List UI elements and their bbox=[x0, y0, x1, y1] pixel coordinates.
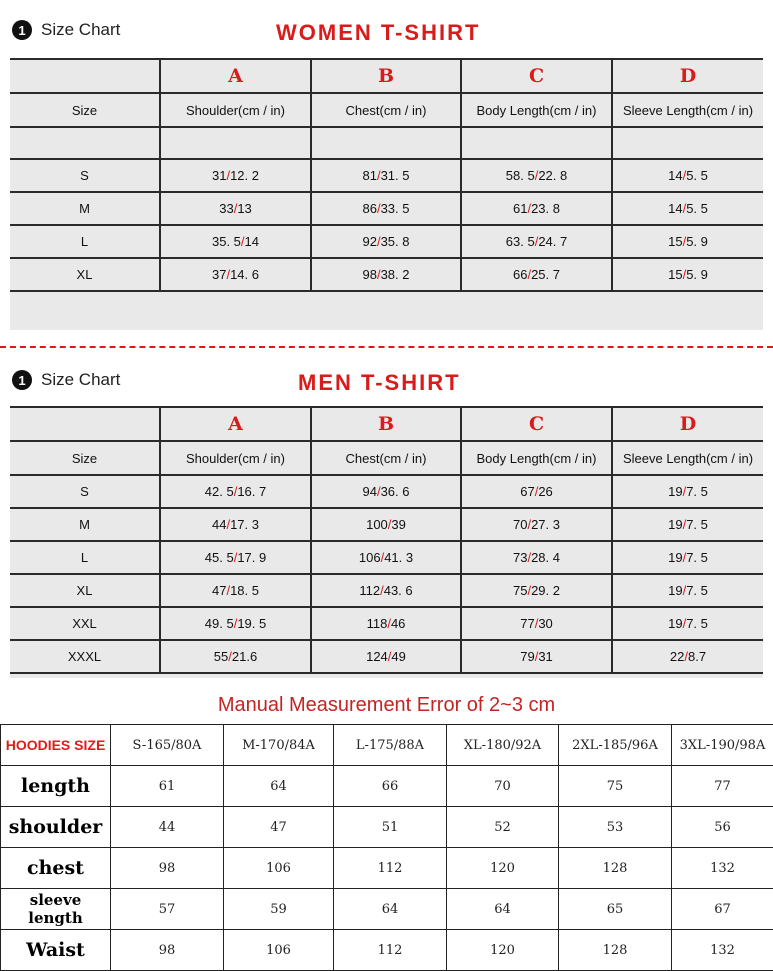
chest-header: Chest(cm / in) bbox=[311, 441, 461, 475]
body-length-cell: 58. 5/22. 8 bbox=[461, 159, 612, 192]
slash-separator: / bbox=[683, 517, 687, 532]
slash-separator: / bbox=[241, 234, 245, 249]
hoodie-value-cell: 67 bbox=[672, 889, 773, 930]
size-cell: XXXL bbox=[10, 640, 160, 673]
slash-separator: / bbox=[683, 201, 687, 216]
table-row bbox=[10, 159, 763, 192]
body-length-cell: 66/25. 7 bbox=[461, 258, 612, 291]
table-row bbox=[1, 848, 773, 889]
hoodie-size-col: S-165/80A bbox=[111, 725, 224, 766]
chest-cell: 81/31. 5 bbox=[311, 159, 461, 192]
slash-separator: / bbox=[377, 234, 381, 249]
slash-separator: / bbox=[234, 201, 238, 216]
size-header: Size bbox=[10, 93, 160, 127]
size-chart-text: Size Chart bbox=[41, 20, 120, 40]
column-letter-c: C bbox=[461, 407, 612, 441]
slash-separator: / bbox=[683, 484, 687, 499]
table-row bbox=[10, 574, 763, 607]
slash-separator: / bbox=[683, 267, 687, 282]
body-length-cell: 61/23. 8 bbox=[461, 192, 612, 225]
men-tshirt-title: MEN T-SHIRT bbox=[298, 370, 461, 396]
sleeve-length-header: Sleeve Length(cm / in) bbox=[612, 93, 763, 127]
size-chart-text: Size Chart bbox=[41, 370, 120, 390]
shoulder-header: Shoulder(cm / in) bbox=[160, 441, 311, 475]
sleeve-length-cell: 15/5. 9 bbox=[612, 225, 763, 258]
hoodie-measure-label: length bbox=[1, 766, 111, 807]
chest-cell: 112/43. 6 bbox=[311, 574, 461, 607]
hoodies-size-header: HOODIES SIZE bbox=[1, 725, 111, 766]
shoulder-cell: 33/13 bbox=[160, 192, 311, 225]
slash-separator: / bbox=[683, 616, 687, 631]
table-row bbox=[1, 889, 773, 930]
hoodie-value-cell: 128 bbox=[559, 848, 672, 889]
hoodie-value-cell: 75 bbox=[559, 766, 672, 807]
slash-separator: / bbox=[535, 616, 539, 631]
women-tshirt-title: WOMEN T-SHIRT bbox=[276, 20, 480, 46]
slash-separator: / bbox=[377, 267, 381, 282]
slash-separator: / bbox=[527, 267, 531, 282]
slash-separator: / bbox=[684, 649, 688, 664]
hoodie-value-cell: 44 bbox=[111, 807, 224, 848]
shoulder-cell: 55/21.6 bbox=[160, 640, 311, 673]
table-row bbox=[1, 930, 773, 971]
hoodie-value-cell: 112 bbox=[334, 930, 447, 971]
hoodie-value-cell: 52 bbox=[447, 807, 559, 848]
slash-separator: / bbox=[388, 649, 392, 664]
size-cell: XL bbox=[10, 574, 160, 607]
hoodie-value-cell: 132 bbox=[672, 930, 773, 971]
hoodie-size-col: XL-180/92A bbox=[447, 725, 559, 766]
hoodies-size-table bbox=[0, 724, 773, 971]
column-letter-c: C bbox=[461, 59, 612, 93]
hoodie-value-cell: 56 bbox=[672, 807, 773, 848]
shoulder-cell: 31/12. 2 bbox=[160, 159, 311, 192]
size-cell: XXL bbox=[10, 607, 160, 640]
body-length-cell: 79/31 bbox=[461, 640, 612, 673]
section-divider bbox=[0, 346, 773, 348]
sleeve-length-cell: 19/7. 5 bbox=[612, 574, 763, 607]
men-size-table bbox=[10, 406, 763, 678]
column-letter-d: D bbox=[612, 59, 763, 93]
body-length-header: Body Length(cm / in) bbox=[461, 441, 612, 475]
sleeve-length-cell: 15/5. 9 bbox=[612, 258, 763, 291]
shoulder-cell: 42. 5/16. 7 bbox=[160, 475, 311, 508]
sleeve-length-cell: 22/8.7 bbox=[612, 640, 763, 673]
blank-cell bbox=[10, 127, 160, 159]
hoodie-size-col: 2XL-185/96A bbox=[559, 725, 672, 766]
table-row bbox=[10, 475, 763, 508]
hoodie-value-cell: 51 bbox=[334, 807, 447, 848]
chest-cell: 106/41. 3 bbox=[311, 541, 461, 574]
slash-separator: / bbox=[234, 616, 238, 631]
body-length-cell: 75/29. 2 bbox=[461, 574, 612, 607]
table-row bbox=[1, 807, 773, 848]
slash-separator: / bbox=[683, 168, 687, 183]
shoulder-cell: 37/14. 6 bbox=[160, 258, 311, 291]
slash-separator: / bbox=[683, 550, 687, 565]
women-size-table bbox=[10, 58, 763, 330]
chest-cell: 94/36. 6 bbox=[311, 475, 461, 508]
shoulder-header: Shoulder(cm / in) bbox=[160, 93, 311, 127]
body-length-header: Body Length(cm / in) bbox=[461, 93, 612, 127]
hoodie-size-col: L-175/88A bbox=[334, 725, 447, 766]
hoodie-value-cell: 120 bbox=[447, 848, 559, 889]
slash-separator: / bbox=[377, 484, 381, 499]
slash-separator: / bbox=[535, 484, 539, 499]
hoodie-value-cell: 65 bbox=[559, 889, 672, 930]
measurement-error-note: Manual Measurement Error of 2~3 cm bbox=[0, 694, 773, 717]
slash-separator: / bbox=[527, 201, 531, 216]
empty-corner-cell bbox=[10, 407, 160, 441]
slash-separator: / bbox=[226, 583, 230, 598]
hoodie-measure-label: sleeve length bbox=[1, 889, 111, 930]
slash-separator: / bbox=[381, 550, 385, 565]
hoodie-size-col: M-170/84A bbox=[224, 725, 334, 766]
shoulder-cell: 47/18. 5 bbox=[160, 574, 311, 607]
blank-cell bbox=[612, 127, 763, 159]
body-length-cell: 67/26 bbox=[461, 475, 612, 508]
slash-separator: / bbox=[226, 168, 230, 183]
table-row bbox=[1, 766, 773, 807]
slash-separator: / bbox=[683, 583, 687, 598]
size-header: Size bbox=[10, 441, 160, 475]
shoulder-cell: 44/17. 3 bbox=[160, 508, 311, 541]
column-letter-a: A bbox=[160, 407, 311, 441]
blank-cell bbox=[461, 127, 612, 159]
hoodie-value-cell: 112 bbox=[334, 848, 447, 889]
slash-separator: / bbox=[527, 517, 531, 532]
hoodie-measure-label: chest bbox=[1, 848, 111, 889]
blank-cell bbox=[160, 127, 311, 159]
slash-separator: / bbox=[377, 201, 381, 216]
hoodie-value-cell: 77 bbox=[672, 766, 773, 807]
shoulder-cell: 49. 5/19. 5 bbox=[160, 607, 311, 640]
hoodie-value-cell: 53 bbox=[559, 807, 672, 848]
chest-cell: 92/35. 8 bbox=[311, 225, 461, 258]
chest-cell: 118/46 bbox=[311, 607, 461, 640]
sleeve-length-cell: 19/7. 5 bbox=[612, 607, 763, 640]
slash-separator: / bbox=[377, 168, 381, 183]
slash-separator: / bbox=[228, 649, 232, 664]
sleeve-length-header: Sleeve Length(cm / in) bbox=[612, 441, 763, 475]
size-cell: L bbox=[10, 225, 160, 258]
table-row bbox=[10, 541, 763, 574]
slash-separator: / bbox=[226, 267, 230, 282]
slash-separator: / bbox=[535, 234, 539, 249]
hoodie-value-cell: 61 bbox=[111, 766, 224, 807]
sleeve-length-cell: 14/5. 5 bbox=[612, 159, 763, 192]
size-cell: M bbox=[10, 192, 160, 225]
slash-separator: / bbox=[535, 168, 539, 183]
empty-corner-cell bbox=[10, 59, 160, 93]
slash-separator: / bbox=[387, 616, 391, 631]
chest-cell: 86/33. 5 bbox=[311, 192, 461, 225]
chest-header: Chest(cm / in) bbox=[311, 93, 461, 127]
hoodie-measure-label: Waist bbox=[1, 930, 111, 971]
hoodie-value-cell: 106 bbox=[224, 848, 334, 889]
chest-cell: 100/39 bbox=[311, 508, 461, 541]
women-size-chart-label bbox=[12, 20, 120, 40]
hoodie-value-cell: 106 bbox=[224, 930, 334, 971]
chest-cell: 124/49 bbox=[311, 640, 461, 673]
body-length-cell: 70/27. 3 bbox=[461, 508, 612, 541]
slash-separator: / bbox=[388, 517, 392, 532]
hoodie-value-cell: 128 bbox=[559, 930, 672, 971]
blank-cell bbox=[311, 127, 461, 159]
men-size-chart-label bbox=[12, 370, 120, 390]
slash-separator: / bbox=[234, 550, 238, 565]
hoodie-value-cell: 59 bbox=[224, 889, 334, 930]
hoodie-value-cell: 64 bbox=[334, 889, 447, 930]
table-row bbox=[10, 508, 763, 541]
slash-separator: / bbox=[226, 517, 230, 532]
hoodie-size-col: 3XL-190/98A bbox=[672, 725, 773, 766]
hoodie-value-cell: 98 bbox=[111, 848, 224, 889]
sleeve-length-cell: 19/7. 5 bbox=[612, 475, 763, 508]
column-letter-d: D bbox=[612, 407, 763, 441]
column-letter-a: A bbox=[160, 59, 311, 93]
size-cell: M bbox=[10, 508, 160, 541]
size-cell: S bbox=[10, 159, 160, 192]
column-letter-b: B bbox=[311, 407, 461, 441]
body-length-cell: 63. 5/24. 7 bbox=[461, 225, 612, 258]
slash-separator: / bbox=[380, 583, 384, 598]
slash-separator: / bbox=[527, 550, 531, 565]
body-length-cell: 77/30 bbox=[461, 607, 612, 640]
slash-separator: / bbox=[527, 583, 531, 598]
hoodie-value-cell: 132 bbox=[672, 848, 773, 889]
hoodie-value-cell: 70 bbox=[447, 766, 559, 807]
hoodie-measure-label: shoulder bbox=[1, 807, 111, 848]
sleeve-length-cell: 14/5. 5 bbox=[612, 192, 763, 225]
slash-separator: / bbox=[683, 234, 687, 249]
shoulder-cell: 35. 5/14 bbox=[160, 225, 311, 258]
step-number-badge: 1 bbox=[12, 370, 32, 390]
hoodie-value-cell: 57 bbox=[111, 889, 224, 930]
slash-separator: / bbox=[234, 484, 238, 499]
table-row bbox=[10, 225, 763, 258]
chest-cell: 98/38. 2 bbox=[311, 258, 461, 291]
table-row bbox=[10, 258, 763, 291]
hoodie-value-cell: 47 bbox=[224, 807, 334, 848]
table-row bbox=[10, 640, 763, 673]
body-length-cell: 73/28. 4 bbox=[461, 541, 612, 574]
size-cell: XL bbox=[10, 258, 160, 291]
shoulder-cell: 45. 5/17. 9 bbox=[160, 541, 311, 574]
sleeve-length-cell: 19/7. 5 bbox=[612, 508, 763, 541]
table-row bbox=[10, 607, 763, 640]
hoodie-value-cell: 66 bbox=[334, 766, 447, 807]
sleeve-length-cell: 19/7. 5 bbox=[612, 541, 763, 574]
size-cell: S bbox=[10, 475, 160, 508]
hoodie-value-cell: 64 bbox=[224, 766, 334, 807]
step-number-badge: 1 bbox=[12, 20, 32, 40]
slash-separator: / bbox=[535, 649, 539, 664]
table-row bbox=[10, 192, 763, 225]
hoodie-value-cell: 98 bbox=[111, 930, 224, 971]
size-cell: L bbox=[10, 541, 160, 574]
hoodie-value-cell: 64 bbox=[447, 889, 559, 930]
hoodie-value-cell: 120 bbox=[447, 930, 559, 971]
column-letter-b: B bbox=[311, 59, 461, 93]
